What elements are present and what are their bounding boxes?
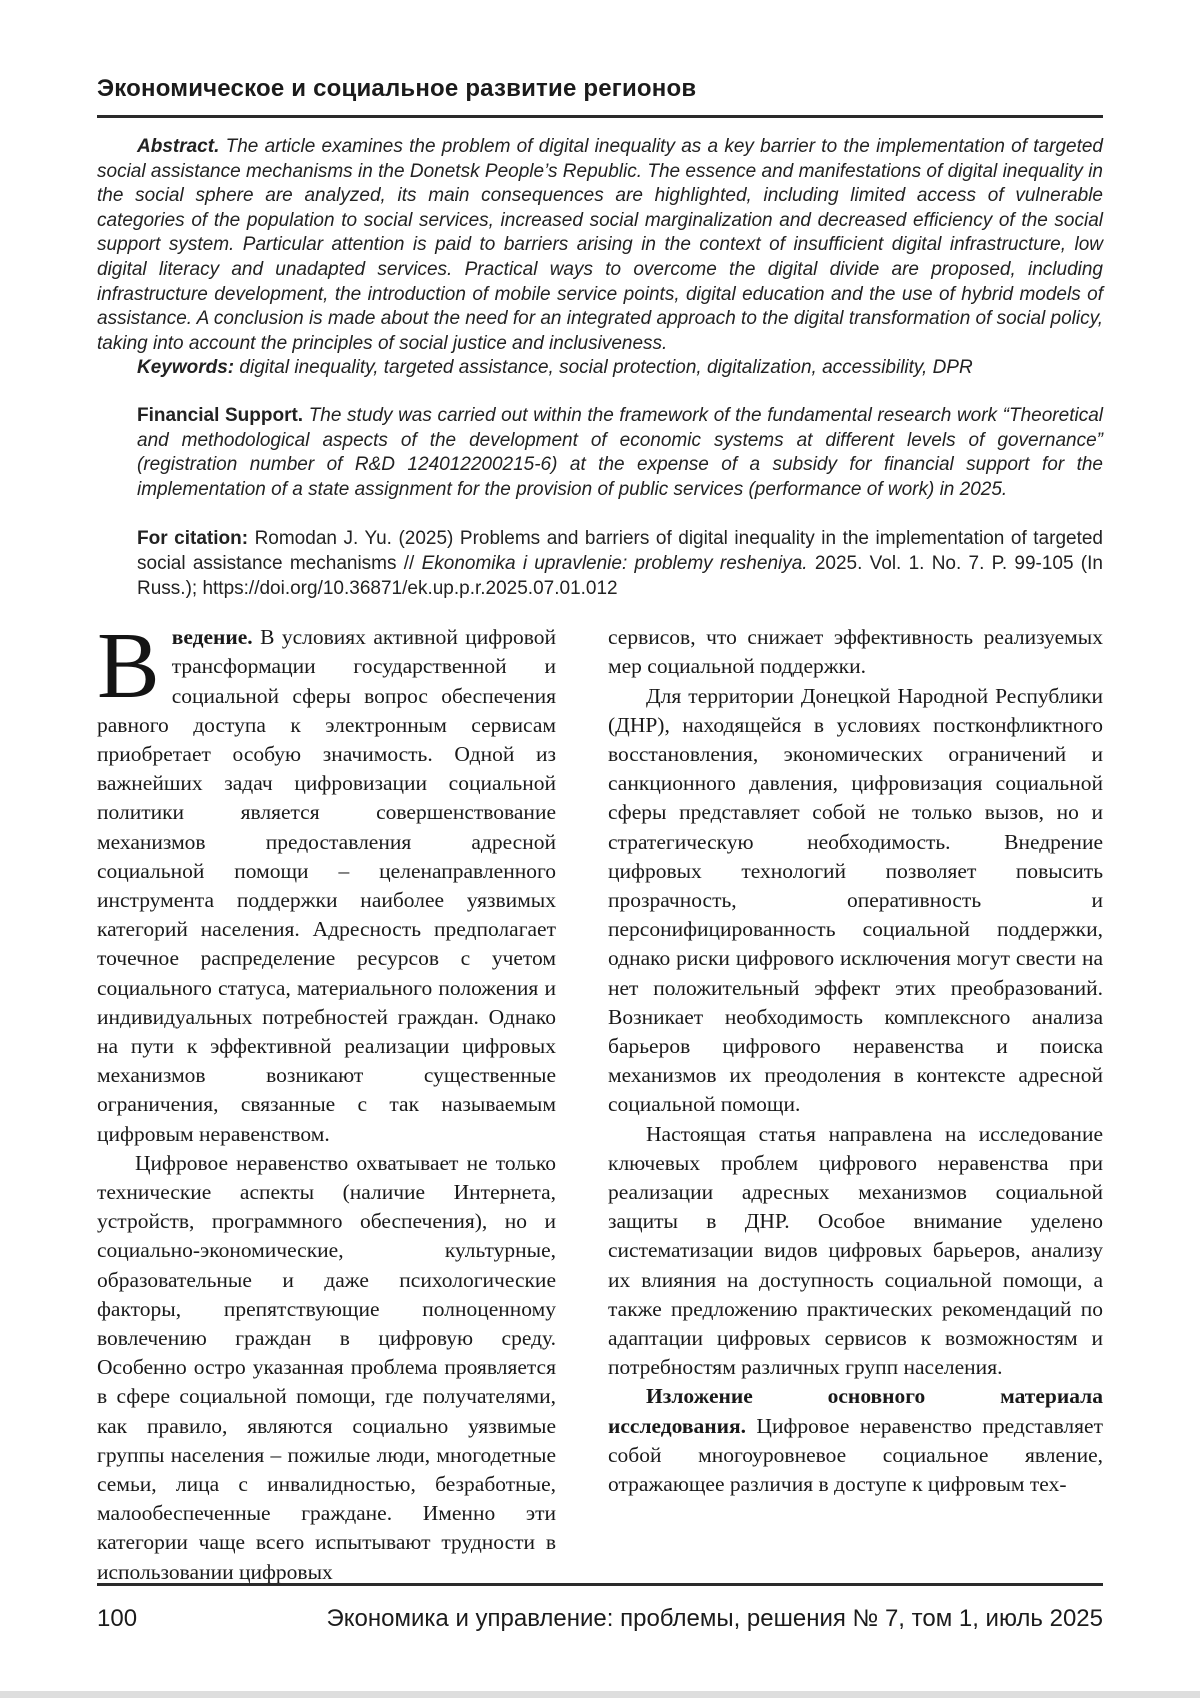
page-footer (97, 1583, 1103, 1633)
financial-support-text: The study was carried out within the framework of the fundamental research work “Theoretical and methodological aspects of the development of economic systems at different levels of governance” (registration number of R&D 124012200215-6) at the expense of a subsidy for financial support for the implementation of a state assignment for the provision of public services (performance of work) in 2025. (137, 404, 1103, 500)
introduction-text: В условиях активной цифровой трансформации государственной и социальной сферы вопрос обеспечения равного доступа к электронным сервисам приобретает особую значимость. Одной из важнейших задач цифровизации социальной политики является совершенствование механизмов предоставления адресной социальной помощи – целенаправленного инструмента поддержки наиболее уязвимых категорий населения. Адресность предполагает точечное распределение ресурсов с учетом социального статуса, материального положения и индивидуальных потребностей граждан. Однако на пути к эффективной реализации цифровых механизмов возникают существенные ограничения, связанные с так называемым цифровым неравенством. (97, 625, 556, 1146)
journal-footer-line: Экономика и управление: проблемы, решения № 7, том 1, июль 2025 (326, 1605, 1103, 1632)
section-text: Цифровое неравенство представляет собой многоуровневое социальное явление, отражающее различия в доступе к цифровым тех- (608, 1413, 1103, 1496)
right-column (608, 623, 1103, 1587)
citation-label: For citation: (137, 528, 249, 550)
financial-support-label: Financial Support. (137, 404, 304, 426)
body-paragraph (608, 1382, 1103, 1499)
citation-text-before-journal: Romodan J. Yu. (2025) Problems and barriers of digital inequality in the implementation of targeted social assistance mechanisms // (137, 528, 1103, 574)
keywords-label: Keywords: (137, 357, 235, 379)
keywords-text: digital inequality, targeted assistance, social protection, digitalization, accessibility, DPR (234, 357, 973, 379)
article-body-columns (97, 614, 1103, 1587)
citation-paragraph (137, 527, 1103, 601)
section-running-head: Экономическое и социальное развитие регионов (97, 75, 697, 102)
left-column (97, 614, 556, 1587)
abstract-text: The article examines the problem of digital inequality as a key barrier to the implementation of targeted social assistance mechanisms in the Donetsk People’s Republic. The essence and manifestations of digital inequality in the social sphere are analyzed, its main consequences are highlighted, including limited access of vulnerable categories of the population to social services, increased social marginalization and decreased efficiency of the social support system. Particular attention is paid to barriers arising in the context of insufficient digital infrastructure, low digital literacy and unadapted services. Practical ways to overcome the digital divide are proposed, including infrastructure development, the introduction of mobile service points, digital education and the use of hybrid models of assistance. A conclusion is made about the need for an integrated approach to the digital transformation of social policy, taking into account the principles of social justice and inclusiveness. (97, 136, 1103, 354)
drop-cap: В (97, 614, 160, 719)
citation-block (137, 527, 1103, 601)
citation-journal-title: Ekonomika i upravlenie: problemy resheniya. (421, 552, 808, 574)
page-bottom-edge (0, 1691, 1200, 1698)
section-heading-inline: Изложение основного материала исследования. (608, 1384, 1103, 1438)
introduction-heading-inline: ведение. (171, 625, 253, 650)
body-paragraph: Цифровое неравенство охватывает не только технические аспекты (наличие Интернета, устройств, программного обеспечения), но и социально-экономические, культурные, образовательные и даже психологические факторы, препятствующие полноценному вовлечению граждан в цифровую среду. Особенно остро указанная проблема проявляется в сфере социальной помощи, где получателями, как правило, являются социально уязвимые группы населения – пожилые люди, многодетные семьи, лица с инвалидностью, безработные, малообеспеченные граждане. Именно эти категории чаще всего испытывают трудности в использовании цифровых (97, 1150, 556, 1584)
financial-support-paragraph (137, 404, 1103, 502)
body-paragraph: Для территории Донецкой Народной Республики (ДНР), находящейся в условиях постконфликтного восстановления, экономических ограничений и санкционного давления, цифровизация социальной сферы представляет собой не только вызов, но и стратегическую необходимость. Внедрение цифровых технологий позволяет повысить прозрачность, оперативность и персонифицированность социальной поддержки, однако риски цифрового исключения могут свести на нет положительный эффект этих преобразований. Возникает необходимость комплексного анализа барьеров цифрового неравенства и поиска механизмов их преодоления в контексте адресной социальной помощи. (608, 683, 1103, 1117)
abstract-paragraph (97, 135, 1103, 356)
body-paragraph: Настоящая статья направлена на исследование ключевых проблем цифрового неравенства при реализации адресных механизмов социальной защиты в ДНР. Особое внимание уделено систематизации видов цифровых барьеров, анализу их влияния на доступность социальной помощи, а также предложению практических рекомендаций по адаптации цифровых сервисов к возможностям и потребностям различных групп населения. (608, 1121, 1103, 1380)
keywords-paragraph (97, 356, 1103, 381)
financial-support-block (137, 404, 1103, 502)
page-number: 100 (97, 1605, 138, 1632)
introduction-paragraph (97, 614, 556, 1149)
citation-text-after-journal: 2025. Vol. 1. No. 7. P. 99-105 (In Russ.); https://doi.org/10.36871/ek.up.p.r.2025.07.01.012 (137, 552, 1103, 599)
abstract-label: Abstract. (137, 136, 220, 157)
header-rule (97, 115, 1103, 118)
body-paragraph-continued: сервисов, что снижает эффективность реализуемых мер социальной поддержки. (608, 625, 1103, 679)
page-content (97, 0, 1103, 1587)
abstract-block (97, 135, 1103, 381)
